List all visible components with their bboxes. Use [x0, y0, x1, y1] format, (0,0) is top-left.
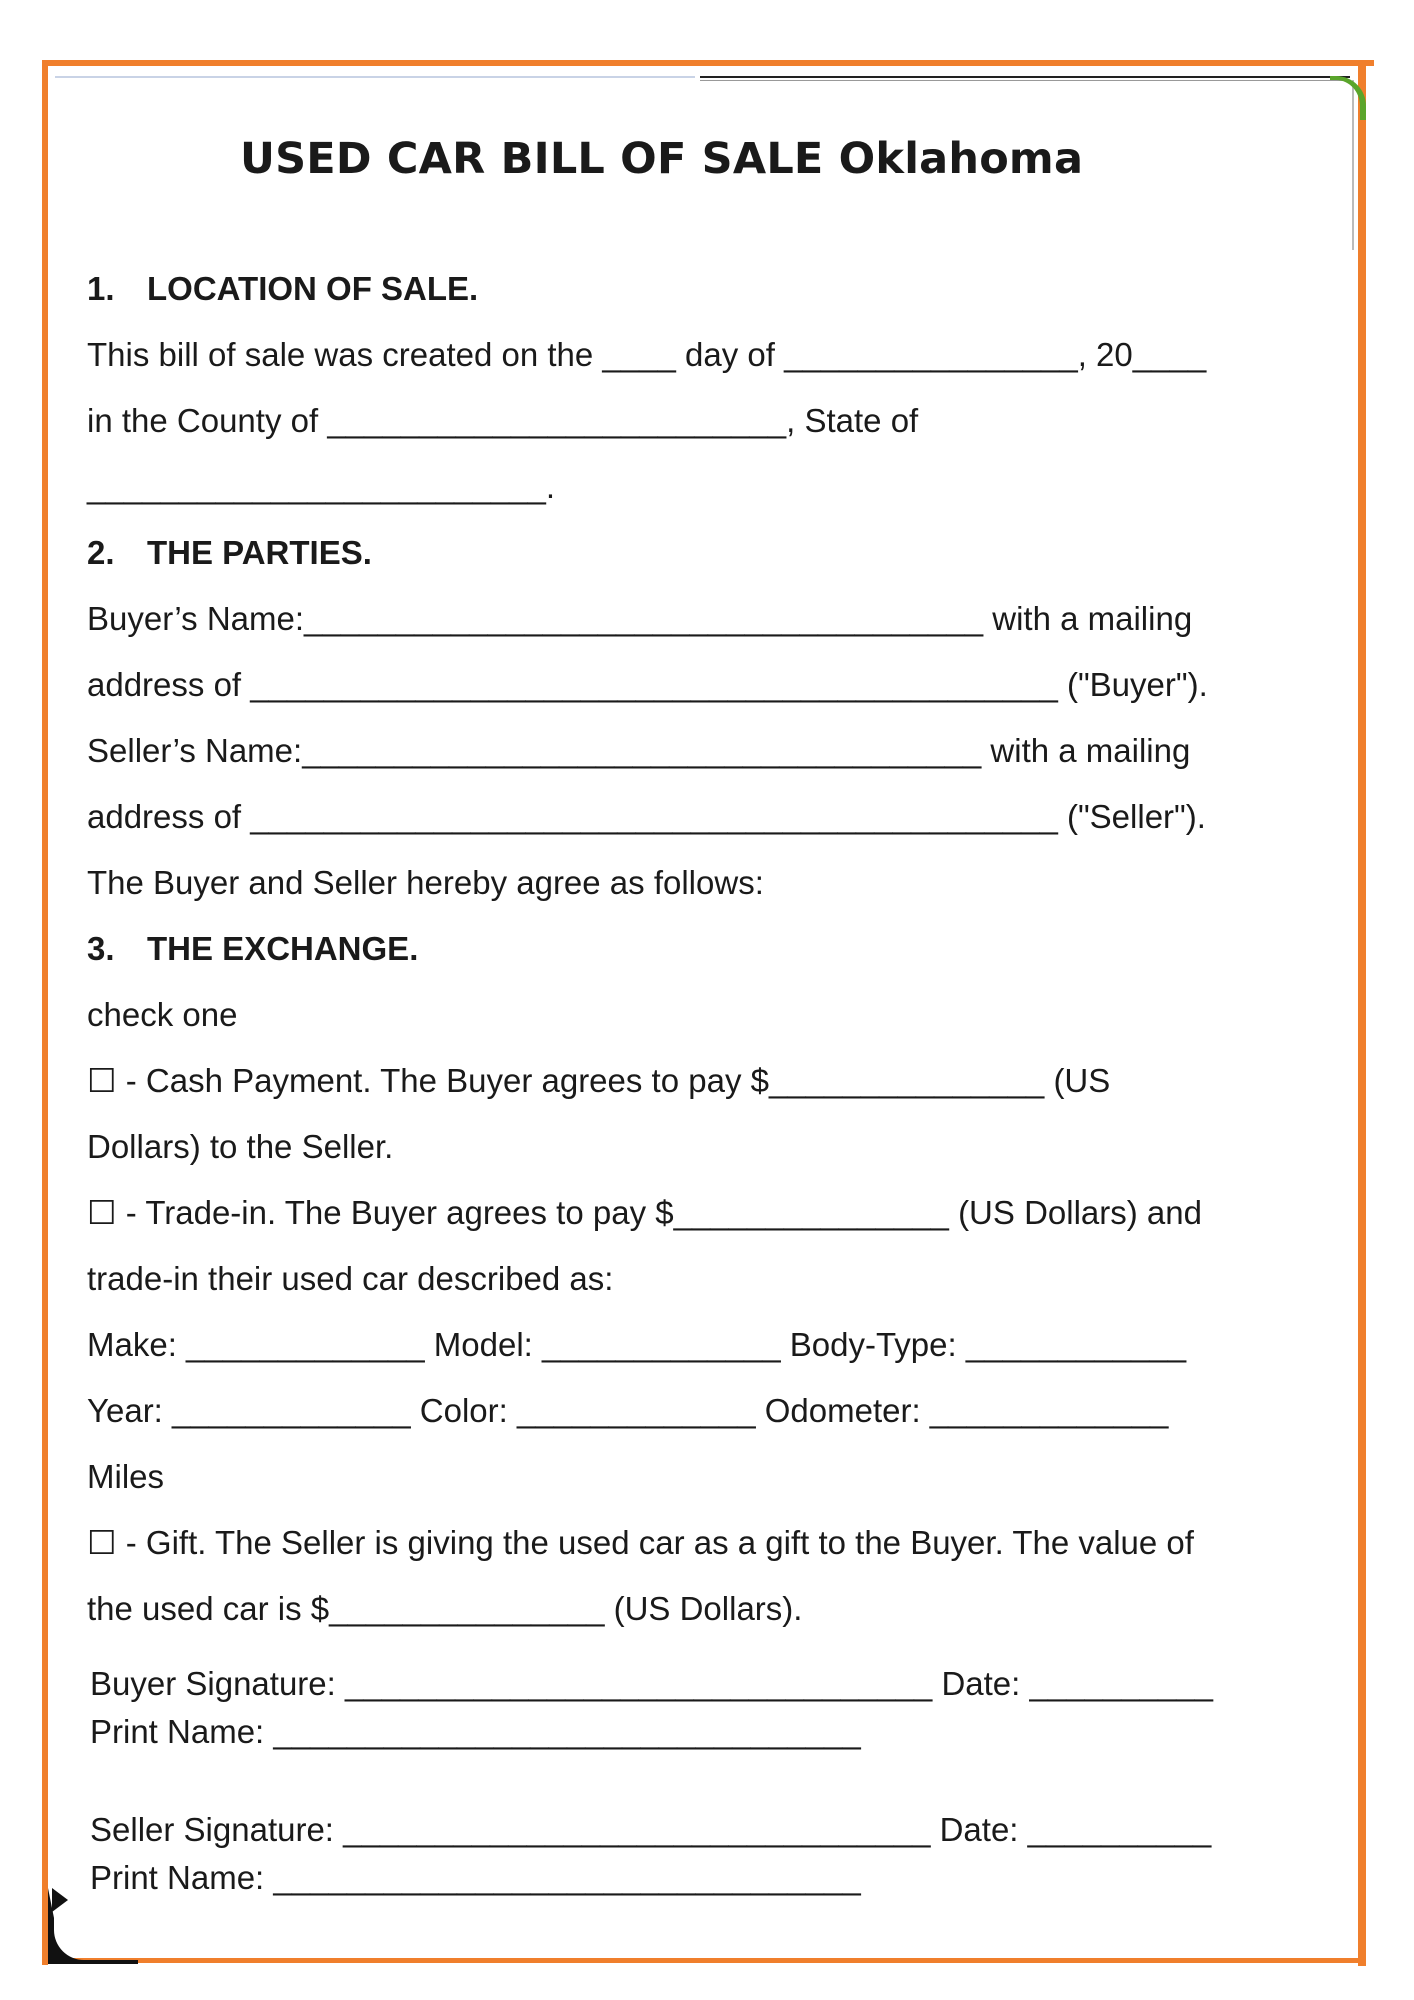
- text-line: This bill of sale was created on the ____ day of ________________, 20____: [87, 336, 1207, 373]
- document-title: USED CAR BILL OF SALE Oklahoma: [240, 134, 1084, 184]
- agreement-line: The Buyer and Seller hereby agree as follows:: [87, 864, 764, 901]
- buyer-name-line: Buyer’s Name:_____________________________________ with a mailing: [87, 600, 1193, 637]
- section-number: 2.: [87, 534, 115, 571]
- text-line: Dollars) to the Seller.: [87, 1128, 394, 1165]
- seller-name-line: Seller’s Name:_____________________________________ with a mailing: [87, 732, 1191, 769]
- buyer-signature-line: Buyer Signature: ________________________________ Date: __________: [90, 1665, 1214, 1702]
- section-title: THE EXCHANGE.: [147, 930, 419, 967]
- text-line: trade-in their used car described as:: [87, 1260, 614, 1297]
- buyer-print-name-line: Print Name: ________________________________: [90, 1713, 861, 1750]
- section-title: LOCATION OF SALE.: [147, 270, 479, 307]
- section-heading-location: [87, 272, 478, 305]
- text-line: _________________________.: [87, 468, 555, 505]
- buyer-address-line: address of ____________________________________________ ("Buyer").: [87, 666, 1208, 703]
- vehicle-make-model-line: Make: _____________ Model: _____________ Body-Type: ____________: [87, 1326, 1187, 1363]
- section-title: THE PARTIES.: [147, 534, 372, 571]
- text-line: Miles: [87, 1458, 165, 1495]
- seller-address-line: address of ____________________________________________ ("Seller").: [87, 798, 1206, 835]
- text-line: the used car is $_______________ (US Dollars).: [87, 1590, 803, 1627]
- seller-print-name-line: Print Name: ________________________________: [90, 1859, 861, 1896]
- trade-in-option: ☐ - Trade-in. The Buyer agrees to pay $_______________ (US Dollars) and: [87, 1194, 1202, 1231]
- vehicle-year-color-line: Year: _____________ Color: _____________ Odometer: _____________: [87, 1392, 1169, 1429]
- seller-signature-line: Seller Signature: ________________________________ Date: __________: [90, 1811, 1212, 1848]
- section-heading-parties: [87, 536, 372, 569]
- section-number: 1.: [87, 270, 115, 307]
- text-line: in the County of _________________________, State of: [87, 402, 919, 439]
- section-number: 3.: [87, 930, 115, 967]
- gift-option: ☐ - Gift. The Seller is giving the used car as a gift to the Buyer. The value of: [87, 1524, 1194, 1561]
- cash-payment-option: ☐ - Cash Payment. The Buyer agrees to pay $_______________ (US: [87, 1062, 1111, 1099]
- section-heading-exchange: [87, 932, 418, 965]
- check-one-label: check one: [87, 996, 238, 1033]
